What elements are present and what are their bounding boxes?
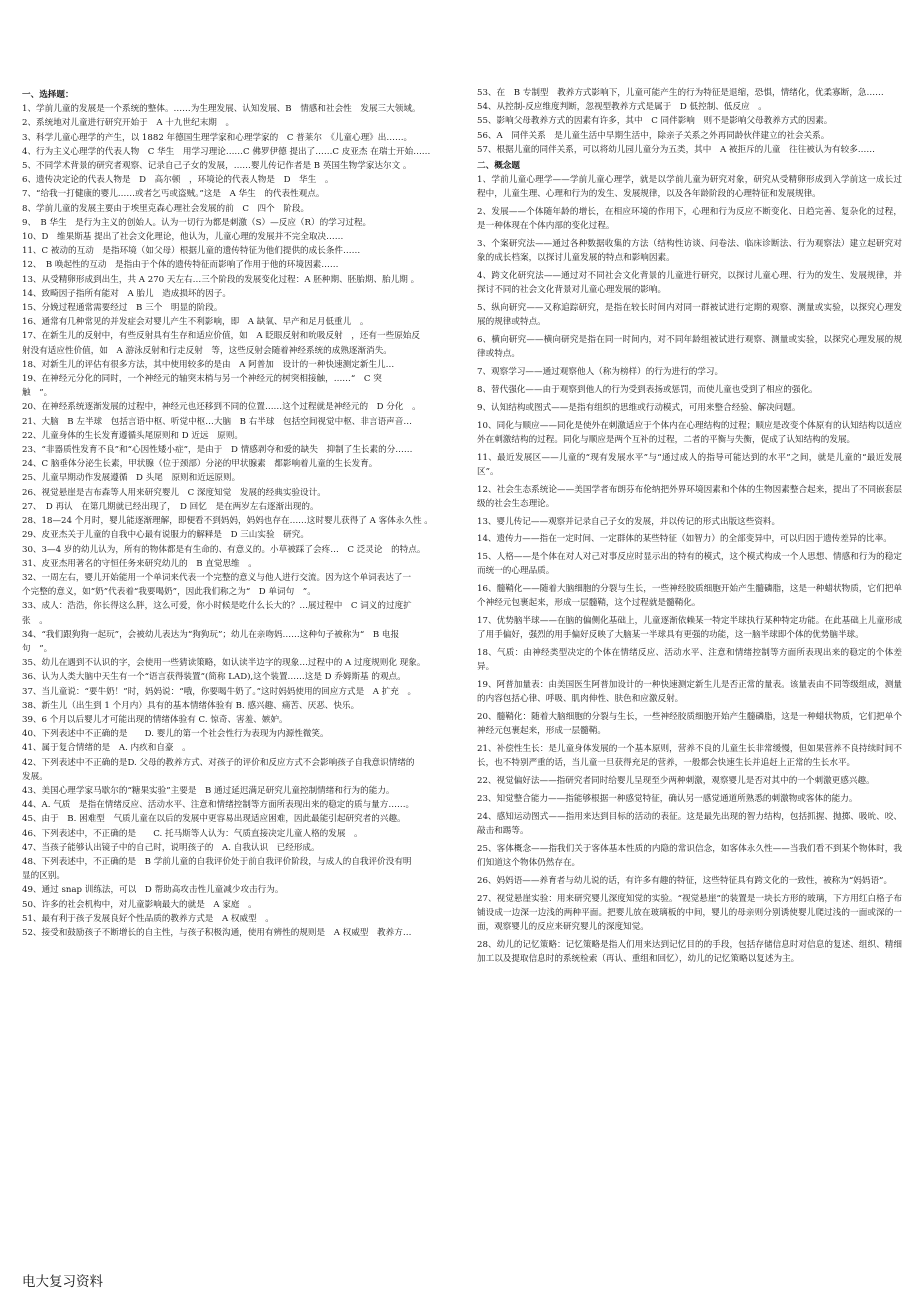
question-line: 14、致畸因子指所有能对 A 胎儿 造成损坏的因子。 — [22, 288, 231, 299]
question-line: 10、D 维果斯基 提出了社会文化理论，他认为，儿童心理的发展并不完全取决…… — [22, 232, 344, 243]
question-line: 27、 D 再认 在第几期就已经出现了， D 回忆 是在两岁左右逐渐出现的。 — [22, 501, 319, 512]
concept-item: 24、感知运动图式——指用来达到目标的活动的表征。这是最先出现的智力结构，包括抓握、抛掷、吸吮、咬、敲击和踢等。 — [477, 811, 902, 836]
question-line: 30、3—4 岁的幼儿认为，所有的物体都是有生命的、有意义的。小草被踩了会疼… C 泛灵论 的特点。 — [22, 544, 426, 555]
right-column — [477, 86, 902, 970]
concept-list — [477, 173, 902, 966]
question-line: 25、儿童早期动作发展遵循 D 头尾 原则和近远原则。 — [22, 473, 241, 484]
concept-item: 17、优势脑半球——在脑的偏侧化基础上，儿童逐渐依赖某一特定半球执行某种特定功能。在此基础上儿童形成了用手偏好，强烈的用手偏好反映了大脑某一半球具有更强的功能，这一脑半球即个体的优势脑半球。 — [477, 616, 902, 641]
concept-item: 13、婴儿传记——观察并记录自己子女的发展，并以传记的形式出版这些资料。 — [477, 516, 781, 527]
question-line: 5、不同学术背景的研究者观察、记录自己子女的发展，……婴儿传记作者是 B 英国生物学家达尔文 。 — [22, 161, 412, 172]
question-line: 4、行为主义心理学的代表人物 C 华生 用学习理论……C 佛罗伊德 提出了……C 皮亚杰 在瑞士开始…… — [22, 146, 431, 157]
left-column-choice-questions — [22, 86, 464, 940]
question-line: 9、 B 华生 是行为主义的创始人。认为一切行为都是刺激（S）—反应（R）的学习过程。 — [22, 217, 372, 228]
question-line: 31、皮亚杰用著名的守恒任务来研究幼儿的 B 直觉思维 。 — [22, 558, 257, 569]
question-line: 29、皮亚杰关于儿童的自我中心最有说服力的解释是 D 三山实验 研究。 — [22, 530, 309, 541]
concept-item: 25、客体概念——指我们关于客体基本性质的内隐的常识信念，如客体永久性——当我们看不到某个物体时，我们知道这个物体仍然存在。 — [477, 843, 902, 868]
concept-item: 16、髓鞘化——随着大脑细胞的分裂与生长，一些神经胶质细胞开始产生髓磷脂，这是一种蜡状物质，它们把单个神经元包裹起来，形成一层髓鞘，这个过程就是髓鞘化。 — [477, 584, 902, 609]
concept-item: 14、遗传力——指在一定时间、一定群体的某些特征（如智力）的全部变异中，可以归因于遗传差异的比率。 — [477, 534, 892, 545]
question-line: 24、C 脑垂体分泌生长素，甲状腺（位于颈部）分泌的甲状腺素 都影响着儿童的生长发育。 — [22, 459, 378, 470]
question-line: 发展。 — [22, 771, 48, 782]
question-line: 47、当孩子能够认出镜子中的自己时，说明孩子的 A. 自我认识 已经形成。 — [22, 842, 320, 853]
question-line: 55、影响父母教养方式的因素有许多，其中 C 同伴影响 则不是影响父母教养方式的因素。 — [477, 116, 833, 127]
question-line: 1、学前儿童的发展是一个系统的整体。……为生理发展、认知发展、B 情感和社会性 发展三大领域。 — [22, 104, 421, 115]
question-line: 8、学前儿童的发展主要由于埃里克森心理社会发展的前 C 四个 阶段。 — [22, 203, 310, 214]
question-line: 23、“非器质性发育不良”和“心因性矮小症”，是由于 D 情感剥夺和爱的缺失 抑制了生长素的分…… — [22, 445, 413, 456]
question-line: 张 。 — [22, 615, 48, 626]
question-line: 46、下列表述中，不正确的是 C. 托马斯等人认为：气质直接决定儿童人格的发展 。 — [22, 828, 363, 839]
concept-item: 12、社会生态系统论——美国学者布朗芬布伦纳把外界环境因素和个体的生物因素整合起来，提出了不同嵌套层级的社会生态理论。 — [477, 484, 902, 509]
question-line: 22、儿童身体的生长发育遵循头尾原则和 D 近远 原则。 — [22, 430, 243, 441]
question-line: 一、选择题： — [22, 90, 74, 100]
question-line: 11、C 被动的互动 是指环境（如父母）根据儿童的遗传特征为他们提供的成长条件…… — [22, 246, 361, 257]
question-line: 3、科学儿童心理学的产生，以 1882 年德国生理学家和心理学家的 C 普莱尔 《儿童心理》出……。 — [22, 132, 413, 143]
question-line: 42、下列表述中不正确的是D. 父母的教养方式、对孩子的评价和反应方式不会影响孩子自我意识情绪的 — [22, 757, 415, 768]
right-column-choice-questions — [477, 86, 902, 157]
concept-item: 28、幼儿的记忆策略：记忆策略是指人们用来达到记忆目的的手段，包括存储信息时对信息的复述、组织、精细加工以及提取信息时的系统检索（再认、重组和回忆），幼儿的记忆策略以复述为主。 — [477, 939, 902, 964]
question-line: 2、系统地对儿童进行研究开始于 A 十九世纪末期 。 — [22, 118, 235, 129]
question-line: 个完整的意义，如“奶”代表着“我要喝奶”，因此我们称之为“ D 单词句 ”。 — [22, 587, 316, 598]
question-line: 34、“我们跟狗狗一起玩”，会被幼儿表达为“狗狗玩”；幼儿在亲吻妈……这种句子被称为“ B 电报 — [22, 629, 400, 640]
question-line: 52、接受和鼓励孩子不断增长的自主性，与孩子积极沟通，使用有辨性的规则是 A 权威型 教养方… — [22, 927, 412, 938]
concept-item: 18、气质：由神经类型决定的个体在情绪反应、活动水平、注意和情绪控制等方面所表现出来的稳定的个体差异。 — [477, 648, 902, 673]
question-line: 15、分娩过程通常需要经过 B 三个 明显的阶段。 — [22, 303, 223, 314]
concept-item: 6、横向研究——横向研究是指在同一时间内，对不同年龄组被试进行观察、测量或实验，以探究心理发展的规律或特点。 — [477, 335, 902, 360]
concept-item: 4、跨文化研究法——通过对不同社会文化背景的儿童进行研究，以探讨儿童心理、行为的发生、发展规律，并探讨不同的社会文化背景对儿童心理发展的影响。 — [477, 271, 902, 296]
concept-item: 19、阿普加量表：由美国医生阿普加设计的一种快速测定新生儿是否正常的量表。该量表由不同等级组成，测量的内容包括心律、呼吸、肌肉伸性、肤色和应激反射。 — [477, 680, 902, 705]
concept-item: 26、妈妈语——养育者与幼儿说的话，有许多有趣的特征，这些特征具有跨文化的一致性，被称为“妈妈语”。 — [477, 875, 893, 886]
question-line: 38、新生儿（出生到 1 个月内）具有的基本情绪体验有 B. 感兴趣、痛苦、厌恶、快乐。 — [22, 700, 360, 711]
concept-item: 21、补偿性生长：是儿童身体发展的一个基本原则，营养不良的儿童生长非常缓慢，但如果营养不良持续时间不长，也不特别严重的话，当儿童一旦获得充足的营养，一般都会快速生长并追赶上正常的生长水平。 — [477, 744, 902, 769]
question-line: 40、下列表述中不正确的是 D. 婴儿的第一个社会性行为表现为内源性微笑。 — [22, 729, 329, 740]
footer-label: 电大复习资料 — [22, 1274, 103, 1290]
question-line: 21、大脑 B 左半球 包括言语中枢、听觉中枢…大脑 B 右半球 包括空间视觉中枢、非言语声音… — [22, 416, 412, 427]
concept-item: 20、髓鞘化：随着大脑细胞的分裂与生长，一些神经胶质细胞开始产生髓磷脂，这是一种蜡状物质，它们把单个神经元包裹起来，形成一层髓鞘。 — [477, 712, 902, 737]
concept-item: 7、观察学习——通过观察他人（称为榜样）的行为进行的学习。 — [477, 367, 724, 378]
question-line: 44、A. 气质 是指在情绪反应、活动水平、注意和情绪控制等方面所表现出来的稳定的质与量方……。 — [22, 800, 415, 811]
concept-item: 23、知觉整合能力——指能够根据一种感觉特征，确认另一感觉通道所熟悉的刺激物或客体的能力。 — [477, 794, 858, 804]
concept-item: 22、视觉偏好法——指研究者同时给婴儿呈现至少两种刺激，观察婴儿是否对其中的一个刺激更感兴趣。 — [477, 776, 875, 787]
question-line: 51、最有利于孩子发展良好个性品质的教养方式是 A 权威型 。 — [22, 913, 274, 924]
question-line: 26、视觉悬崖是吉布森等人用来研究婴儿 C 深度知觉 发展的经典实验设计。 — [22, 487, 326, 498]
question-line: 50、许多的社会机构中，对儿童影响最大的就是 A 家庭 。 — [22, 899, 257, 910]
concept-section-heading: 二、概念题 — [477, 161, 520, 172]
question-line: 43、美国心理学家马歇尔的“糖果实验”主要是 B 通过延迟满足研究儿童控制情绪和行为的能力。 — [22, 785, 395, 796]
concept-item: 9、认知结构或图式——是指有组织的思维或行动模式，可用来整合经验、解决问题。 — [477, 402, 801, 413]
question-line: 28、18—24 个月时，婴儿能逐渐理解，即便看不到妈妈，妈妈也存在……这时婴儿获得了 A 客体永久性 。 — [22, 516, 433, 527]
question-line: 12、 B 唤起性的互动 是指由于个体的遗传特征而影响了作用于他的环境因素…… — [22, 260, 339, 271]
question-line: 7、“给我一打健康的婴儿……或者乞丐或盗贼。”这是 A 华生 的代表性观点。 — [22, 189, 325, 200]
question-line: 36、认为人类大脑中天生有一个“语言获得装置”(简称 LAD),这个装置……这是 D 乔姆斯基 的观点。 — [22, 672, 406, 683]
concept-item: 5、纵向研究——又称追踪研究，是指在较长时间内对同一群被试进行定期的观察、测量或实验，以探究心理发展的规律或特点。 — [477, 303, 902, 328]
question-line: 39、6 个月以后婴儿才可能出现的情绪体验有 C. 惊奇、害羞、嫉妒。 — [22, 714, 288, 725]
question-line: 41、属于复合情绪的是 A. 内疚和自豪 。 — [22, 743, 191, 754]
question-line: 57、根据儿童的同伴关系，可以将幼儿园儿童分为五类，其中 A 被拒斥的儿童 往往被认为有较多…… — [477, 144, 875, 155]
concept-item: 27、视觉悬崖实验：用来研究婴儿深度知觉的实验。“视觉悬崖”的装置是一块长方形的玻璃，下方用红白格子布铺设成一边深一边浅的两种平面。把婴儿放在玻璃板的中间，婴儿的母亲则分别诱使婴儿爬过浅的一面或深的一面，观察婴儿的反应来研究婴儿的深度知觉。 — [477, 893, 902, 932]
question-line: 49、通过 snap 训练法，可以 D 帮助高攻击性儿童减少攻击行为。 — [22, 885, 284, 896]
question-line: 48、下列表述中，不正确的是 B 学前儿童的自我评价处于前自我评价阶段，与成人的自我评价没有明 — [22, 856, 412, 867]
concept-item: 15、人格——是个体在对人对己对事反应时显示出的特有的模式，这个模式构成一个人思想、情感和行为的稳定而统一的心理品质。 — [477, 552, 902, 577]
concept-item: 11、最近发展区——儿童的“现有发展水平”与“通过成人的指导可能达到的水平”之间，就是儿童的“最近发展区”。 — [477, 452, 902, 477]
question-line: 19、在神经元分化的同时，一个神经元的轴突末梢与另一个神经元的树突相接触，……“ C 突 — [22, 374, 382, 385]
question-line: 33、成人：浩浩，你长得这么胖，这么可爱，你小时候是吃什么长大的？…展过程中 C 词义的过度扩 — [22, 601, 412, 612]
question-line: 触 ”。 — [22, 388, 53, 399]
question-line: 句 ”。 — [22, 643, 53, 654]
question-line: 35、幼儿在遇到不认识的字，会使用一些猜读策略，如认读半边字的现象…过程中的 A 过度规则化 现象。 — [22, 658, 426, 669]
question-line: 54、从控制-反应维度判断，忽视型教养方式是属于 D 低控制、低反应 。 — [477, 102, 767, 113]
question-line: 32、一周左右，婴儿开始能用一个单词来代表一个完整的意义与他人进行交流。因为这个单词表达了一 — [22, 572, 412, 583]
question-line: 13、从受精卵形成到出生，共 A 270 天左右…三个阶段的发展变化过程：A 胚种期、胚胎期、胎儿期 。 — [22, 274, 420, 285]
question-line: 显的区别。 — [22, 871, 65, 882]
concept-item: 1、学前儿童心理学——学前儿童心理学，就是以学前儿童为研究对象，研究从受精卵形成到入学前这一成长过程中，儿童生理、心理和行为的发生、发展规律，以及各年龄阶段的心理特征和发展规律。 — [477, 175, 902, 200]
question-line: 53、在 B 专制型 教养方式影响下，儿童可能产生的行为特征是退缩，恐惧，情绪化，优柔寡断，急…… — [477, 88, 884, 98]
question-line: 6、遗传决定论的代表人物是 D 高尔顿 ，环境论的代表人物是 D 华生 。 — [22, 175, 334, 186]
question-line: 16、通常有几种常见的并发症会对婴儿产生不利影响，即 A 缺氧、早产和足月低重儿 。 — [22, 317, 369, 328]
question-line: 45、由于 B. 困难型 气质儿童在以后的发展中更容易出现适应困难，因此最能引起研究者的兴趣。 — [22, 814, 406, 825]
concept-item: 8、替代强化——由于观察到他人的行为受到表扬或惩罚，而使儿童也受到了相应的强化。 — [477, 385, 818, 396]
concept-item: 3、个案研究法——通过各种数据收集的方法（结构性访谈、问卷法、临床诊断法、行为观察法）建立起研究对象的成长档案，以探讨儿童发展的特点和影响因素。 — [477, 239, 902, 264]
question-line: 20、在神经系统逐渐发展的过程中，神经元也还移到不同的位置……这个过程就是神经元的 D 分化 。 — [22, 402, 421, 413]
question-line: 18、对新生儿的评估有很多方法，其中使用较多的是由 A 阿普加 设计的一种快速测定新生儿… — [22, 359, 395, 370]
concept-item: 10、同化与顺应——同化是使外在刺激适应于个体内在心理结构的过程；顺应是改变个体原有的认知结构以适应外在刺激结构的过程。同化与顺应是两个互补的过程，二者的平衡与失衡，促成了认知结构的发展。 — [477, 420, 902, 445]
question-line: 37、当儿童说：“要牛奶！”时，妈妈说：“哦，你要喝牛奶了。”这时妈妈使用的回应方式是 A 扩充 。 — [22, 686, 417, 697]
question-line: 17、在新生儿的反射中，有些反射具有生存和适应价值，如 A 眨眼反射和吮吸反射 ，还有一些原始反 — [22, 331, 421, 342]
question-line: 射没有适应性价值，如 A 游泳反射和行走反射 等，这些反射会随着神经系统的成熟逐渐消失。 — [22, 345, 392, 356]
question-line: 56、A 同伴关系 是儿童生活中早期生活中，除亲子关系之外再同龄伙伴建立的社会关系。 — [477, 130, 830, 141]
concept-item: 2、发展——个体随年龄的增长，在相应环境的作用下，心理和行为反应不断变化、日趋完善、复杂化的过程，是一种体现在个体内部的变化过程。 — [477, 207, 902, 232]
